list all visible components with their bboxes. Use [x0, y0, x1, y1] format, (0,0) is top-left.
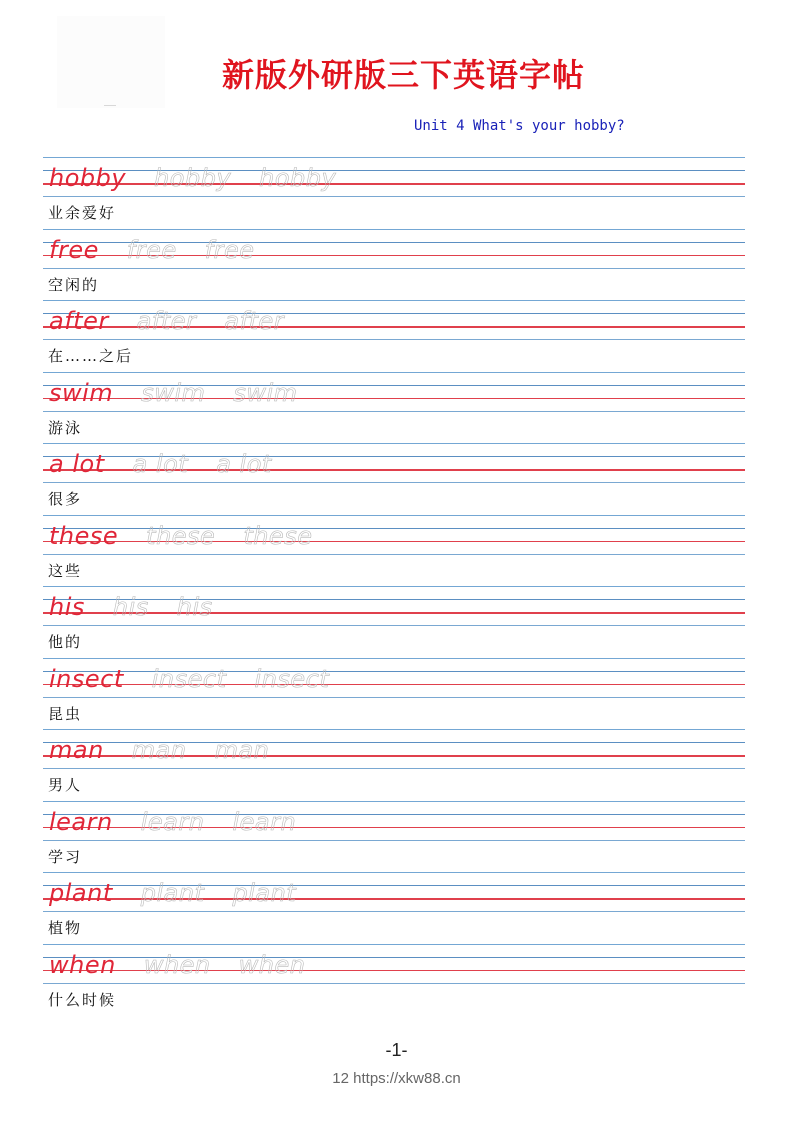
- vocab-entry: [43, 586, 745, 658]
- word-row: [49, 231, 255, 264]
- unit-subtitle: Unit 4 What's your hobby?: [414, 118, 625, 134]
- vocab-word: these: [49, 521, 119, 550]
- word-row: [49, 159, 337, 192]
- vocab-entry: [43, 944, 745, 1016]
- trace-word: these: [146, 521, 216, 550]
- vocab-entry: [43, 300, 745, 372]
- vocab-word: hobby: [49, 164, 127, 192]
- word-row: [49, 731, 270, 764]
- vocab-word: plant: [49, 879, 113, 907]
- chinese-meaning: 什么时候: [48, 990, 117, 1009]
- trace-word: learn: [232, 807, 297, 836]
- word-row: [49, 302, 285, 335]
- word-row: [49, 374, 298, 407]
- word-row: [49, 517, 313, 550]
- vocab-entry: [43, 157, 745, 229]
- chinese-meaning: 昆虫: [48, 704, 83, 723]
- trace-word: insect: [151, 664, 227, 693]
- trace-word: man: [131, 736, 187, 764]
- guide-line-top: [43, 300, 745, 301]
- chinese-meaning: 这些: [48, 561, 83, 580]
- guide-line-top: [43, 515, 745, 516]
- trace-word: free: [204, 235, 255, 264]
- vocab-entry: [43, 372, 745, 444]
- trace-word: his: [176, 593, 213, 621]
- copybook-sheet: [43, 157, 745, 1015]
- vocab-word: swim: [49, 378, 114, 407]
- trace-word: his: [112, 593, 149, 621]
- vocab-entry: [43, 515, 745, 587]
- guide-line-top: [43, 443, 745, 444]
- guide-line-bottom: [43, 196, 745, 197]
- chinese-meaning: 在……之后: [48, 347, 134, 365]
- word-row: [49, 874, 297, 907]
- guide-line-bottom: [43, 983, 745, 984]
- chinese-meaning: 学习: [48, 847, 83, 866]
- word-row: [49, 946, 306, 979]
- vocab-entry: [43, 229, 745, 301]
- trace-word: man: [214, 736, 270, 764]
- chinese-meaning: 男人: [48, 776, 83, 794]
- vocab-word: his: [49, 593, 85, 621]
- vocab-entry: [43, 801, 745, 873]
- trace-word: learn: [140, 807, 205, 836]
- page-number: -1-: [385, 1040, 408, 1060]
- word-row: [49, 660, 330, 693]
- guide-line-top: [43, 157, 745, 158]
- vocab-word: after: [49, 307, 109, 335]
- guide-line-top: [43, 729, 745, 730]
- page-title: 新版外研版三下英语字帖: [221, 56, 585, 94]
- guide-line-top: [43, 229, 745, 230]
- trace-word: these: [243, 521, 313, 550]
- vocab-word: learn: [49, 807, 113, 836]
- guide-line-bottom: [43, 768, 745, 769]
- vocab-word: insect: [49, 664, 124, 693]
- trace-word: plant: [232, 879, 297, 907]
- trace-word: hobby: [259, 164, 337, 192]
- guide-line-top: [43, 658, 745, 659]
- trace-word: after: [224, 307, 285, 335]
- trace-word: insect: [254, 664, 330, 693]
- trace-word: swim: [141, 378, 206, 407]
- source-footer: 12 https://xkw88.cn: [332, 1070, 461, 1087]
- chinese-meaning: 植物: [48, 919, 83, 937]
- trace-word: hobby: [154, 164, 232, 192]
- guide-line-top: [43, 801, 745, 802]
- guide-line-bottom: [43, 697, 745, 698]
- vocab-word: man: [49, 736, 104, 764]
- trace-word: plant: [140, 879, 205, 907]
- vocab-word: a lot: [49, 450, 105, 478]
- trace-word: when: [143, 950, 211, 979]
- trace-word: a lot: [132, 450, 189, 478]
- chinese-meaning: 游泳: [48, 418, 83, 437]
- guide-line-top: [43, 372, 745, 373]
- guide-line-bottom: [43, 268, 745, 269]
- guide-line-top: [43, 944, 745, 945]
- chinese-meaning: 他的: [48, 633, 83, 651]
- guide-line-bottom: [43, 482, 745, 483]
- vocab-word: free: [49, 235, 99, 264]
- chinese-meaning: 业余爱好: [48, 204, 117, 222]
- guide-line-top: [43, 586, 745, 587]
- chinese-meaning: 空闲的: [48, 275, 100, 294]
- logo-mark: [104, 105, 116, 106]
- guide-line-bottom: [43, 339, 745, 340]
- guide-line-bottom: [43, 411, 745, 412]
- word-row: [49, 803, 297, 836]
- trace-word: when: [238, 950, 306, 979]
- trace-word: after: [136, 307, 197, 335]
- trace-word: free: [126, 235, 177, 264]
- vocab-entry: [43, 443, 745, 515]
- word-row: [49, 588, 213, 621]
- guide-line-bottom: [43, 554, 745, 555]
- vocab-entry: [43, 658, 745, 730]
- vocab-word: when: [49, 950, 116, 979]
- vocab-entry: [43, 872, 745, 944]
- chinese-meaning: 很多: [48, 490, 83, 508]
- vocab-entry: [43, 729, 745, 801]
- word-row: [49, 445, 272, 478]
- guide-line-bottom: [43, 911, 745, 912]
- guide-line-bottom: [43, 840, 745, 841]
- guide-line-top: [43, 872, 745, 873]
- trace-word: swim: [233, 378, 298, 407]
- guide-line-bottom: [43, 625, 745, 626]
- trace-word: a lot: [216, 450, 272, 478]
